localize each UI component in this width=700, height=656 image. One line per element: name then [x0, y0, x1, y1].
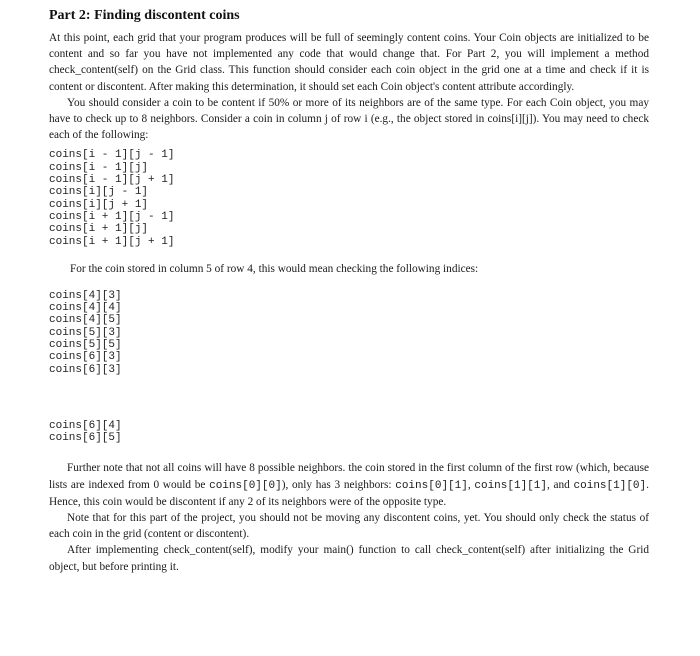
- code-line: coins[6][3]: [49, 351, 122, 364]
- code-line: coins[5][3]: [49, 326, 122, 339]
- document-page: [49, 8, 649, 575]
- main-function-paragraph: After implementing check_content(self), modify your main() function to call check_content(self) after initializing the Grid object, but before printing it.: [49, 544, 649, 573]
- neighbors-code-block: [49, 149, 649, 247]
- code-line: coins[4][3]: [49, 289, 122, 302]
- example-code-block-continued: [49, 420, 649, 445]
- code-line: coins[i - 1][j + 1]: [49, 174, 175, 187]
- intro-paragraph: At this point, each grid that your program produces will be full of seemingly content coins. Your Coin objects are initialized to be content and so far you have not implemented any code that would change that. For Part 2, you will implement a method check_content(self) on the Grid class. This function should consider each coin object in the grid one at a time and check if it is content or discontent. After making this determination, it should set each Coin object's content attribute accordingly.: [49, 32, 649, 93]
- code-line: coins[6][4]: [49, 419, 122, 432]
- code-line: coins[4][4]: [49, 302, 122, 315]
- code-line: coins[i][j - 1]: [49, 186, 149, 199]
- code-line: coins[i - 1][j - 1]: [49, 149, 175, 162]
- edge-case-paragraph: Further note that not all coins will have 8 possible neighbors. the coin stored in the first column of the first row (which, because lists are indexed from 0 would be coins[0][0]), only has 3 neighbors: coins[0][1], coins[1][1], and coins[1][0]. Hence, this coin would be discontent if any 2 of its neighbors were of the opposite type.: [49, 462, 649, 508]
- section-heading: Part 2: Finding discontent coins: [49, 8, 240, 23]
- example-code-block: [49, 290, 649, 376]
- code-line: coins[i + 1][j]: [49, 223, 149, 236]
- neighbor-rule-paragraph: You should consider a coin to be content if 50% or more of its neighbors are of the same type. For each Coin object, you may have to check up to 8 neighbors. Consider a coin in column j of row i (e.g., the object stored in coins[i][j]). You may need to check each of the following:: [49, 96, 649, 142]
- code-line: coins[4][5]: [49, 314, 122, 327]
- code-line: coins[i][j + 1]: [49, 198, 149, 211]
- code-line: coins[6][5]: [49, 432, 122, 445]
- no-moving-note-paragraph: Note that for this part of the project, you should not be moving any discontent coins, yet. You should only check the status of each coin in the grid (content or discontent).: [49, 512, 649, 541]
- code-line: coins[6][3]: [49, 363, 122, 376]
- code-line: coins[i + 1][j + 1]: [49, 235, 175, 248]
- code-line: coins[i + 1][j - 1]: [49, 210, 175, 223]
- example-intro: For the coin stored in column 5 of row 4, this would mean checking the following indices:: [70, 262, 479, 275]
- code-line: coins[i - 1][j]: [49, 161, 149, 174]
- code-line: coins[5][5]: [49, 338, 122, 351]
